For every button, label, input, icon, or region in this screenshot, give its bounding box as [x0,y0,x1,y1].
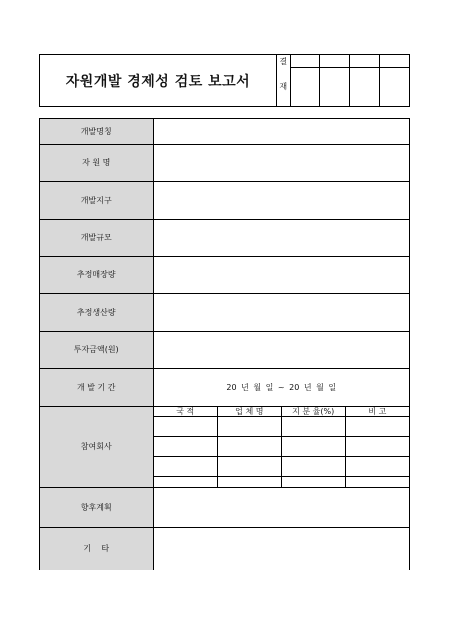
field-future-plan[interactable] [153,487,409,527]
label-period: 개 발 기 간 [40,368,153,406]
label-est-reserves: 추정매장량 [40,256,153,293]
field-district[interactable] [153,181,409,219]
table-cell[interactable] [154,457,218,477]
signature-box[interactable] [379,67,409,106]
approval-box [277,54,410,107]
report-form [39,118,410,570]
report-title: 자원개발 경제성 검토 보고서 [65,73,251,90]
col-share-ratio: 지 분 율(%) [281,407,345,417]
participants-cell [153,406,409,487]
table-cell[interactable] [154,417,218,437]
label-participants: 참여회사 [40,406,153,487]
table-cell[interactable] [345,417,409,437]
label-resource-name: 자 원 명 [40,144,153,181]
field-project-name[interactable] [153,119,409,144]
table-cell[interactable] [345,437,409,457]
col-nationality: 국 적 [154,407,218,417]
label-scale: 개발규모 [40,219,153,256]
approval-cell [290,55,320,67]
table-cell[interactable] [281,437,345,457]
approval-label-bottom: 재 [277,67,290,106]
table-cell[interactable] [281,457,345,477]
field-etc[interactable] [153,527,409,570]
col-company-name: 업 체 명 [217,407,281,417]
label-district: 개발지구 [40,181,153,219]
table-cell[interactable] [281,477,345,487]
label-investment: 투자금액(원) [40,331,153,368]
label-future-plan: 향후계획 [40,487,153,527]
col-remarks: 비 고 [345,407,409,417]
field-est-reserves[interactable] [153,256,409,293]
approval-cell [350,55,380,67]
approval-cell [379,55,409,67]
table-cell[interactable] [154,437,218,457]
approval-label-top: 결 [277,55,290,67]
label-est-production: 추정생산량 [40,293,153,331]
approval-cell [320,55,350,67]
table-cell[interactable] [281,417,345,437]
signature-box[interactable] [290,67,320,106]
label-etc: 기 타 [40,527,153,570]
table-cell[interactable] [345,457,409,477]
field-period[interactable]: 20 년 월 일 ~ 20 년 월 일 [153,368,409,406]
participants-table [154,407,410,487]
signature-box[interactable] [320,67,350,106]
table-cell[interactable] [217,477,281,487]
table-cell[interactable] [217,457,281,477]
table-cell[interactable] [345,477,409,487]
field-scale[interactable] [153,219,409,256]
signature-box[interactable] [350,67,380,106]
field-resource-name[interactable] [153,144,409,181]
table-cell[interactable] [154,477,218,487]
table-cell[interactable] [217,417,281,437]
field-investment[interactable] [153,331,409,368]
label-project-name: 개발명칭 [40,119,153,144]
field-est-production[interactable] [153,293,409,331]
table-cell[interactable] [217,437,281,457]
report-title-box [39,54,277,107]
